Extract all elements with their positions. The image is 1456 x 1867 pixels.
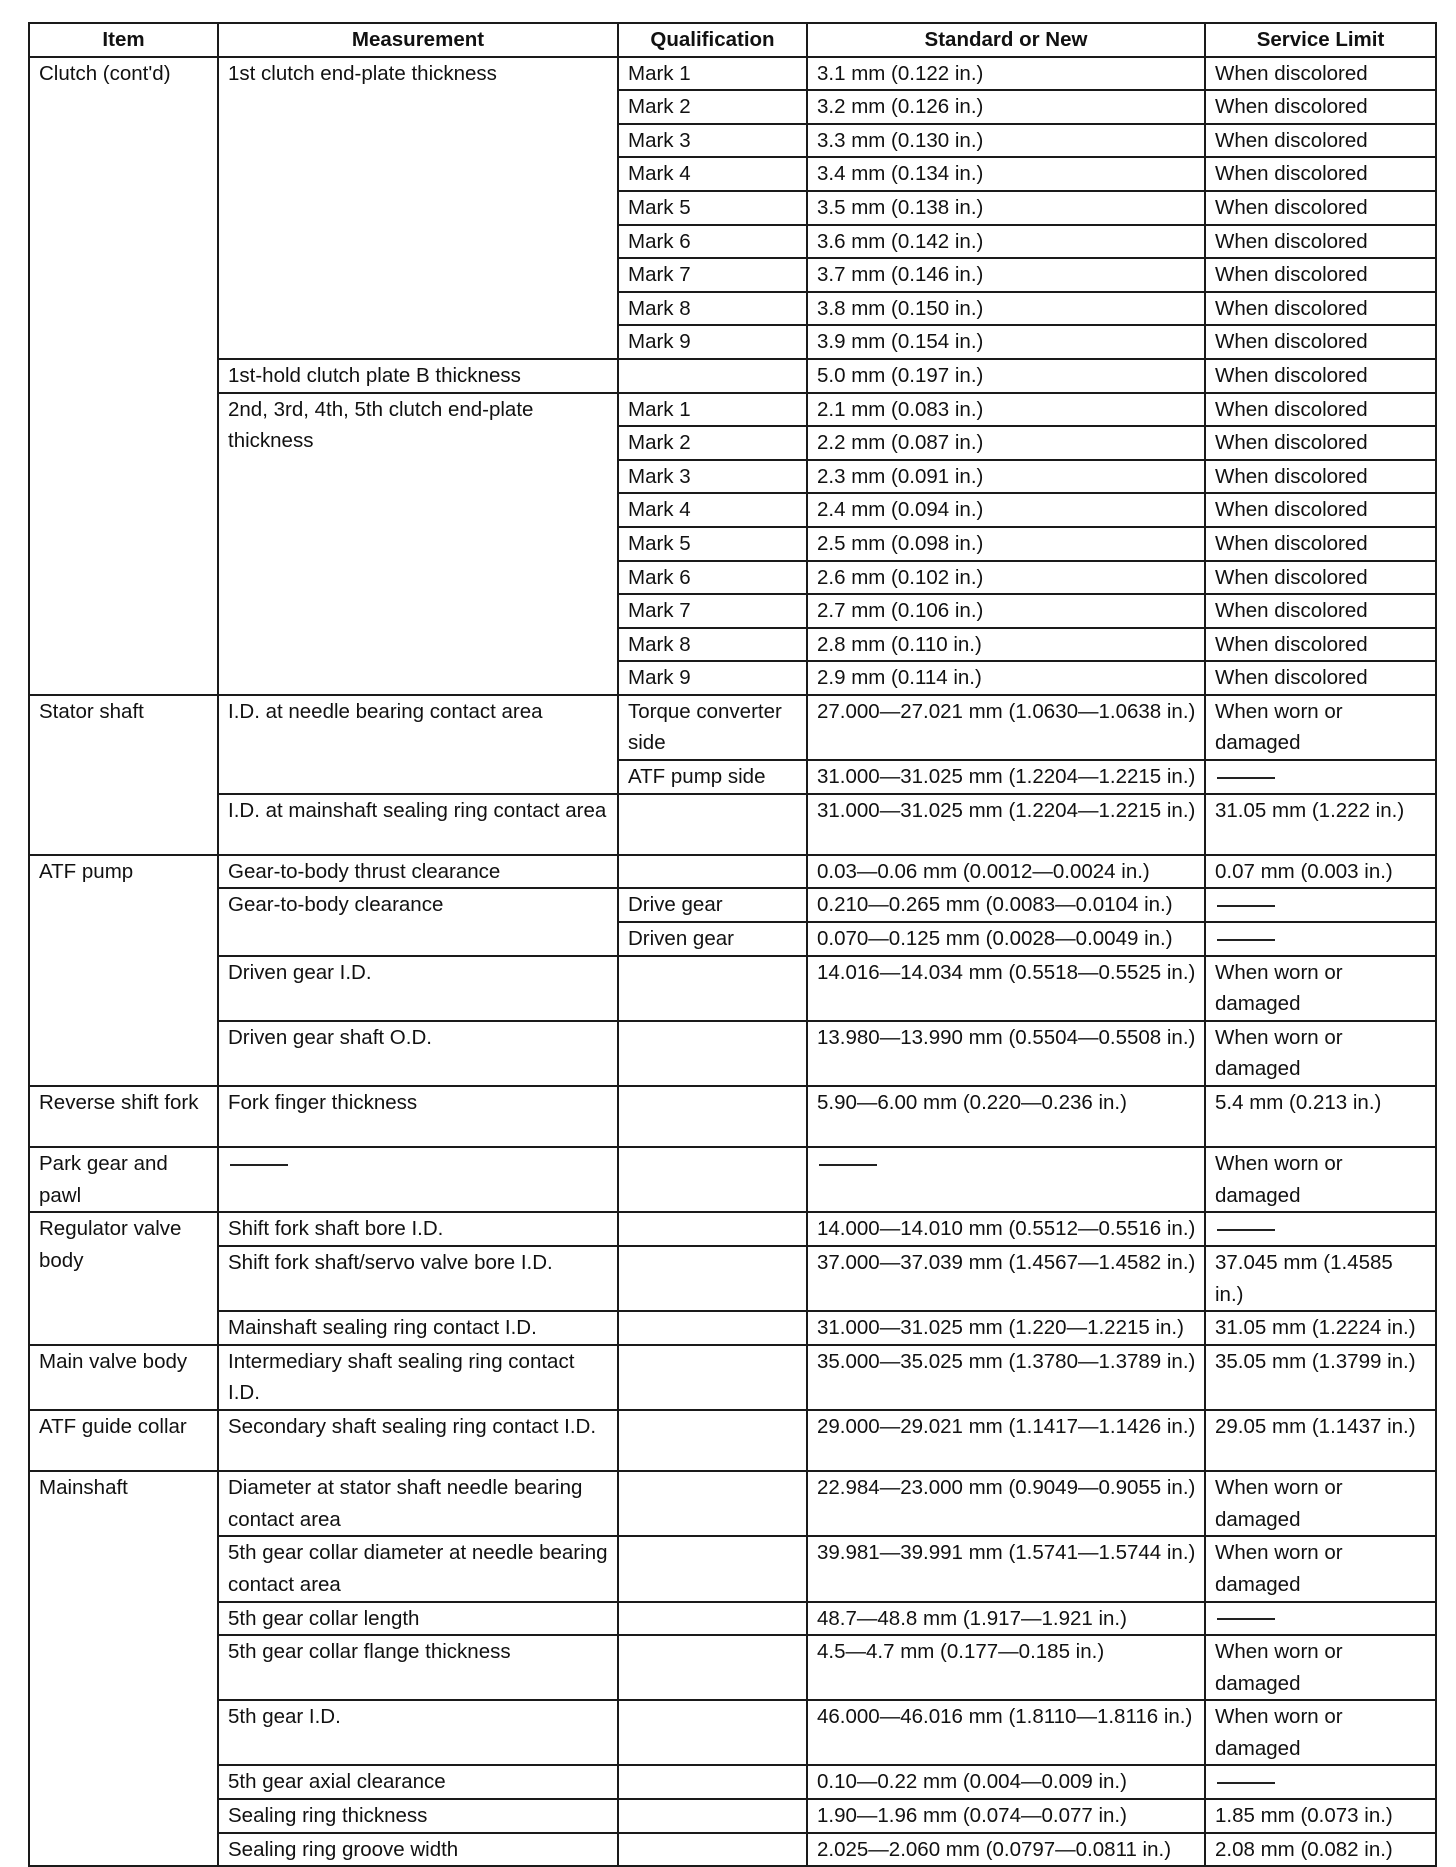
standard-cell: 37.000—37.039 mm (1.4567—1.4582 in.) bbox=[807, 1246, 1205, 1311]
table-row bbox=[29, 794, 1436, 855]
qualification-cell bbox=[618, 794, 807, 855]
header-row bbox=[29, 23, 1436, 57]
service-limit-cell: When worn or damaged bbox=[1205, 1536, 1436, 1601]
standard-cell: 2.4 mm (0.094 in.) bbox=[807, 493, 1205, 527]
service-limit-cell: 0.07 mm (0.003 in.) bbox=[1205, 855, 1436, 889]
standard-cell: 29.000—29.021 mm (1.1417—1.1426 in.) bbox=[807, 1410, 1205, 1471]
standard-cell: 3.5 mm (0.138 in.) bbox=[807, 191, 1205, 225]
service-limit-cell: 31.05 mm (1.2224 in.) bbox=[1205, 1311, 1436, 1345]
measurement-cell: Intermediary shaft sealing ring contact I.D. bbox=[218, 1345, 618, 1410]
table-row bbox=[29, 855, 1436, 889]
table-row bbox=[29, 359, 1436, 393]
measurement-cell bbox=[218, 1147, 618, 1212]
standard-cell: 31.000—31.025 mm (1.220—1.2215 in.) bbox=[807, 1311, 1205, 1345]
qualification-cell bbox=[618, 1246, 807, 1311]
qualification-cell: Mark 6 bbox=[618, 561, 807, 595]
measurement-cell: Driven gear shaft O.D. bbox=[218, 1021, 618, 1086]
qualification-cell: Mark 8 bbox=[618, 628, 807, 662]
standard-cell: 1.90—1.96 mm (0.074—0.077 in.) bbox=[807, 1799, 1205, 1833]
standard-cell: 3.1 mm (0.122 in.) bbox=[807, 57, 1205, 91]
service-limit-cell: 29.05 mm (1.1437 in.) bbox=[1205, 1410, 1436, 1471]
qualification-cell bbox=[618, 1410, 807, 1471]
measurement-cell: 2nd, 3rd, 4th, 5th clutch end-plate thickness bbox=[218, 393, 618, 695]
qualification-cell: Driven gear bbox=[618, 922, 807, 956]
standard-cell: 2.2 mm (0.087 in.) bbox=[807, 426, 1205, 460]
table-row bbox=[29, 1799, 1436, 1833]
standard-cell: 2.8 mm (0.110 in.) bbox=[807, 628, 1205, 662]
qualification-cell bbox=[618, 956, 807, 1021]
item-cell: Stator shaft bbox=[29, 695, 218, 855]
item-cell: Clutch (cont'd) bbox=[29, 57, 218, 695]
table-row bbox=[29, 1602, 1436, 1636]
standard-cell: 3.9 mm (0.154 in.) bbox=[807, 325, 1205, 359]
standard-cell: 3.7 mm (0.146 in.) bbox=[807, 258, 1205, 292]
standard-cell: 27.000—27.021 mm (1.0630—1.0638 in.) bbox=[807, 695, 1205, 760]
standard-cell: 2.3 mm (0.091 in.) bbox=[807, 460, 1205, 494]
qualification-cell: Drive gear bbox=[618, 888, 807, 922]
measurement-cell: I.D. at needle bearing contact area bbox=[218, 695, 618, 794]
service-limit-cell: When discolored bbox=[1205, 225, 1436, 259]
table-row bbox=[29, 1536, 1436, 1601]
table-row bbox=[29, 888, 1436, 922]
table-row bbox=[29, 1147, 1436, 1212]
qualification-cell bbox=[618, 1765, 807, 1799]
qualification-cell bbox=[618, 1021, 807, 1086]
qualification-cell: Mark 9 bbox=[618, 661, 807, 695]
standard-cell: 2.5 mm (0.098 in.) bbox=[807, 527, 1205, 561]
service-limit-cell: When worn or damaged bbox=[1205, 1635, 1436, 1700]
standard-cell: 46.000—46.016 mm (1.8110—1.8116 in.) bbox=[807, 1700, 1205, 1765]
measurement-cell: 5th gear collar flange thickness bbox=[218, 1635, 618, 1700]
measurement-cell: Mainshaft sealing ring contact I.D. bbox=[218, 1311, 618, 1345]
table-row bbox=[29, 1635, 1436, 1700]
service-limit-cell: When discolored bbox=[1205, 258, 1436, 292]
standard-cell: 48.7—48.8 mm (1.917—1.921 in.) bbox=[807, 1602, 1205, 1636]
item-cell: Park gear and pawl bbox=[29, 1147, 218, 1212]
table-row bbox=[29, 1471, 1436, 1536]
service-limit-cell: When discolored bbox=[1205, 661, 1436, 695]
qualification-cell bbox=[618, 1212, 807, 1246]
measurement-cell: Driven gear I.D. bbox=[218, 956, 618, 1021]
standard-cell: 0.03—0.06 mm (0.0012—0.0024 in.) bbox=[807, 855, 1205, 889]
col-header-standard: Standard or New bbox=[807, 23, 1205, 57]
table-row bbox=[29, 1833, 1436, 1867]
standard-cell: 2.1 mm (0.083 in.) bbox=[807, 393, 1205, 427]
standard-cell: 3.3 mm (0.130 in.) bbox=[807, 124, 1205, 158]
qualification-cell: Mark 1 bbox=[618, 57, 807, 91]
measurement-cell: Secondary shaft sealing ring contact I.D. bbox=[218, 1410, 618, 1471]
measurement-cell: 1st-hold clutch plate B thickness bbox=[218, 359, 618, 393]
qualification-cell bbox=[618, 1602, 807, 1636]
service-limit-cell: When discolored bbox=[1205, 191, 1436, 225]
col-header-item: Item bbox=[29, 23, 218, 57]
table-row bbox=[29, 393, 1436, 427]
standard-cell: 5.90—6.00 mm (0.220—0.236 in.) bbox=[807, 1086, 1205, 1147]
qualification-cell: Mark 4 bbox=[618, 157, 807, 191]
service-limit-cell: When discolored bbox=[1205, 325, 1436, 359]
service-limit-cell: When discolored bbox=[1205, 628, 1436, 662]
standard-cell: 3.6 mm (0.142 in.) bbox=[807, 225, 1205, 259]
service-limit-cell bbox=[1205, 760, 1436, 794]
service-limit-cell: When discolored bbox=[1205, 561, 1436, 595]
qualification-cell: Mark 5 bbox=[618, 527, 807, 561]
table-row bbox=[29, 1765, 1436, 1799]
qualification-cell: Mark 7 bbox=[618, 258, 807, 292]
measurement-cell: Gear-to-body thrust clearance bbox=[218, 855, 618, 889]
service-limit-cell: When worn or damaged bbox=[1205, 1021, 1436, 1086]
service-limit-cell: When discolored bbox=[1205, 359, 1436, 393]
service-limit-cell bbox=[1205, 888, 1436, 922]
qualification-cell: Mark 2 bbox=[618, 426, 807, 460]
table-row bbox=[29, 1311, 1436, 1345]
qualification-cell bbox=[618, 1311, 807, 1345]
service-limit-cell bbox=[1205, 922, 1436, 956]
service-limit-cell: When worn or damaged bbox=[1205, 1471, 1436, 1536]
table-row bbox=[29, 57, 1436, 91]
col-header-service-limit: Service Limit bbox=[1205, 23, 1436, 57]
item-cell: ATF pump bbox=[29, 855, 218, 1086]
dash-mark bbox=[1217, 905, 1275, 907]
spec-body bbox=[29, 57, 1436, 1867]
service-limit-cell: When discolored bbox=[1205, 594, 1436, 628]
qualification-cell bbox=[618, 1147, 807, 1212]
dash-mark bbox=[1217, 939, 1275, 941]
qualification-cell bbox=[618, 1635, 807, 1700]
standard-cell: 13.980—13.990 mm (0.5504—0.5508 in.) bbox=[807, 1021, 1205, 1086]
dash-mark bbox=[1217, 1618, 1275, 1620]
standard-cell: 39.981—39.991 mm (1.5741—1.5744 in.) bbox=[807, 1536, 1205, 1601]
standard-cell: 0.10—0.22 mm (0.004—0.009 in.) bbox=[807, 1765, 1205, 1799]
service-limit-cell: When discolored bbox=[1205, 527, 1436, 561]
service-limit-cell: When discolored bbox=[1205, 90, 1436, 124]
standard-cell: 2.6 mm (0.102 in.) bbox=[807, 561, 1205, 595]
measurement-cell: Shift fork shaft bore I.D. bbox=[218, 1212, 618, 1246]
qualification-cell: Mark 3 bbox=[618, 460, 807, 494]
qualification-cell: Mark 1 bbox=[618, 393, 807, 427]
standard-cell: 3.8 mm (0.150 in.) bbox=[807, 292, 1205, 326]
qualification-cell: Mark 6 bbox=[618, 225, 807, 259]
qualification-cell bbox=[618, 1345, 807, 1410]
qualification-cell: Mark 5 bbox=[618, 191, 807, 225]
dash-mark bbox=[1217, 1229, 1275, 1231]
qualification-cell bbox=[618, 1833, 807, 1867]
standard-cell: 14.016—14.034 mm (0.5518—0.5525 in.) bbox=[807, 956, 1205, 1021]
qualification-cell bbox=[618, 855, 807, 889]
standard-cell: 2.025—2.060 mm (0.0797—0.0811 in.) bbox=[807, 1833, 1205, 1867]
service-limit-cell bbox=[1205, 1765, 1436, 1799]
standard-cell: 4.5—4.7 mm (0.177—0.185 in.) bbox=[807, 1635, 1205, 1700]
measurement-cell: 5th gear axial clearance bbox=[218, 1765, 618, 1799]
item-cell: Main valve body bbox=[29, 1345, 218, 1410]
table-row bbox=[29, 956, 1436, 1021]
service-limit-cell: When worn or damaged bbox=[1205, 695, 1436, 760]
service-limit-cell: 37.045 mm (1.4585 in.) bbox=[1205, 1246, 1436, 1311]
measurement-cell: 5th gear collar diameter at needle bearing contact area bbox=[218, 1536, 618, 1601]
qualification-cell bbox=[618, 1536, 807, 1601]
table-row bbox=[29, 1345, 1436, 1410]
standard-cell: 0.210—0.265 mm (0.0083—0.0104 in.) bbox=[807, 888, 1205, 922]
qualification-cell: Mark 9 bbox=[618, 325, 807, 359]
item-cell: ATF guide collar bbox=[29, 1410, 218, 1471]
qualification-cell bbox=[618, 1799, 807, 1833]
item-cell: Reverse shift fork bbox=[29, 1086, 218, 1147]
standard-cell bbox=[807, 1147, 1205, 1212]
service-limit-cell: When discolored bbox=[1205, 493, 1436, 527]
measurement-cell: Diameter at stator shaft needle bearing contact area bbox=[218, 1471, 618, 1536]
service-limit-cell: When worn or damaged bbox=[1205, 956, 1436, 1021]
qualification-cell: ATF pump side bbox=[618, 760, 807, 794]
dash-mark bbox=[1217, 777, 1275, 779]
service-limit-cell: 31.05 mm (1.222 in.) bbox=[1205, 794, 1436, 855]
service-limit-cell: 2.08 mm (0.082 in.) bbox=[1205, 1833, 1436, 1867]
service-limit-cell: When discolored bbox=[1205, 157, 1436, 191]
table-row bbox=[29, 1246, 1436, 1311]
spec-table bbox=[28, 22, 1437, 1867]
col-header-qualification: Qualification bbox=[618, 23, 807, 57]
standard-cell: 0.070—0.125 mm (0.0028—0.0049 in.) bbox=[807, 922, 1205, 956]
measurement-cell: 1st clutch end-plate thickness bbox=[218, 57, 618, 359]
table-row bbox=[29, 1410, 1436, 1471]
standard-cell: 35.000—35.025 mm (1.3780—1.3789 in.) bbox=[807, 1345, 1205, 1410]
service-limit-cell: When discolored bbox=[1205, 426, 1436, 460]
measurement-cell: 5th gear collar length bbox=[218, 1602, 618, 1636]
service-limit-cell: 35.05 mm (1.3799 in.) bbox=[1205, 1345, 1436, 1410]
measurement-cell: Fork finger thickness bbox=[218, 1086, 618, 1147]
service-limit-cell bbox=[1205, 1602, 1436, 1636]
measurement-cell: Sealing ring groove width bbox=[218, 1833, 618, 1867]
standard-cell: 2.7 mm (0.106 in.) bbox=[807, 594, 1205, 628]
table-row bbox=[29, 695, 1436, 760]
item-cell: Mainshaft bbox=[29, 1471, 218, 1866]
standard-cell: 14.000—14.010 mm (0.5512—0.5516 in.) bbox=[807, 1212, 1205, 1246]
standard-cell: 2.9 mm (0.114 in.) bbox=[807, 661, 1205, 695]
qualification-cell: Torque converter side bbox=[618, 695, 807, 760]
service-limit-cell bbox=[1205, 1212, 1436, 1246]
service-limit-cell: 1.85 mm (0.073 in.) bbox=[1205, 1799, 1436, 1833]
measurement-cell: Sealing ring thickness bbox=[218, 1799, 618, 1833]
service-limit-cell: When discolored bbox=[1205, 460, 1436, 494]
standard-cell: 22.984—23.000 mm (0.9049—0.9055 in.) bbox=[807, 1471, 1205, 1536]
measurement-cell: Shift fork shaft/servo valve bore I.D. bbox=[218, 1246, 618, 1311]
col-header-measurement: Measurement bbox=[218, 23, 618, 57]
service-limit-cell: When discolored bbox=[1205, 393, 1436, 427]
standard-cell: 31.000—31.025 mm (1.2204—1.2215 in.) bbox=[807, 794, 1205, 855]
service-limit-cell: 5.4 mm (0.213 in.) bbox=[1205, 1086, 1436, 1147]
qualification-cell bbox=[618, 1086, 807, 1147]
standard-cell: 3.4 mm (0.134 in.) bbox=[807, 157, 1205, 191]
service-limit-cell: When worn or damaged bbox=[1205, 1700, 1436, 1765]
standard-cell: 5.0 mm (0.197 in.) bbox=[807, 359, 1205, 393]
qualification-cell: Mark 3 bbox=[618, 124, 807, 158]
qualification-cell: Mark 4 bbox=[618, 493, 807, 527]
item-cell: Regulator valve body bbox=[29, 1212, 218, 1344]
standard-cell: 31.000—31.025 mm (1.2204—1.2215 in.) bbox=[807, 760, 1205, 794]
standard-cell: 3.2 mm (0.126 in.) bbox=[807, 90, 1205, 124]
measurement-cell: Gear-to-body clearance bbox=[218, 888, 618, 955]
qualification-cell: Mark 7 bbox=[618, 594, 807, 628]
table-row bbox=[29, 1700, 1436, 1765]
qualification-cell bbox=[618, 1471, 807, 1536]
service-limit-cell: When discolored bbox=[1205, 292, 1436, 326]
measurement-cell: 5th gear I.D. bbox=[218, 1700, 618, 1765]
service-limit-cell: When worn or damaged bbox=[1205, 1147, 1436, 1212]
qualification-cell: Mark 8 bbox=[618, 292, 807, 326]
service-limit-cell: When discolored bbox=[1205, 57, 1436, 91]
table-row bbox=[29, 1021, 1436, 1086]
dash-mark bbox=[230, 1164, 288, 1166]
qualification-cell bbox=[618, 1700, 807, 1765]
measurement-cell: I.D. at mainshaft sealing ring contact area bbox=[218, 794, 618, 855]
dash-mark bbox=[819, 1164, 877, 1166]
qualification-cell bbox=[618, 359, 807, 393]
table-row bbox=[29, 1212, 1436, 1246]
qualification-cell: Mark 2 bbox=[618, 90, 807, 124]
service-limit-cell: When discolored bbox=[1205, 124, 1436, 158]
table-row bbox=[29, 1086, 1436, 1147]
